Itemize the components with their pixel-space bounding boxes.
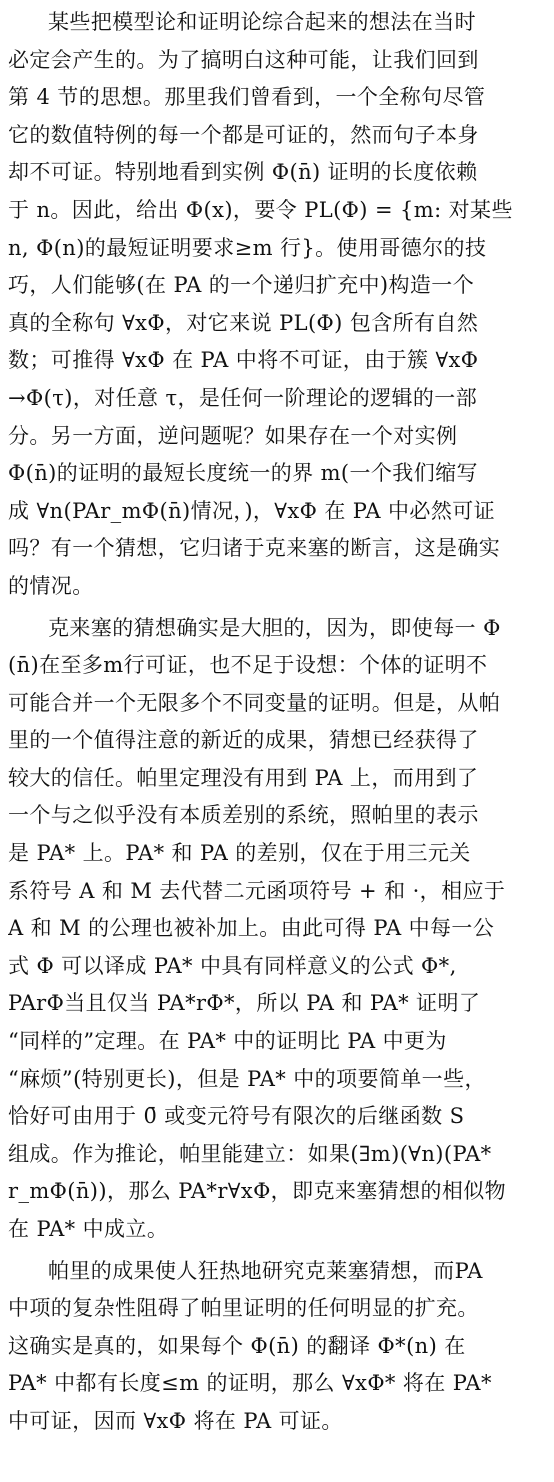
- paragraph: [8, 610, 548, 1249]
- text-line: PArΦ当且仅当 PA*rΦ*，所以 PA 和 PA* 证明了: [8, 991, 481, 1016]
- text-line: 中可证，因而 ∀xΦ 将在 PA 可证。: [8, 1408, 343, 1433]
- text-line: 较大的信任。帕里定理没有用到 PA 上，而用到了: [8, 765, 479, 790]
- text-line: 克来塞的猜想确实是大胆的，因为，即使每一 Φ: [48, 615, 501, 640]
- text-line: “麻烦”(特别更长)，但是 PA* 中的项要简单一些，: [8, 1066, 486, 1091]
- text-line: 可能合并一个无限多个不同变量的证明。但是，从帕: [8, 690, 501, 715]
- text-line: r_mΦ(n̄))，那么 PA*r∀xΦ，即克来塞猜想的相似物: [8, 1179, 507, 1204]
- text-line: 组成。作为推论，帕里能建立：如果(∃m)(∀n)(PA*: [8, 1141, 492, 1166]
- text-line: 数；可推得 ∀xΦ 在 PA 中将不可证，由于簇 ∀xΦ: [8, 348, 479, 373]
- paragraph: [8, 1253, 548, 1441]
- text-line: 它的数值特例的每一个都是可证的，然而句子本身: [8, 122, 479, 147]
- text-line: 真的全称句 ∀xΦ，对它来说 PL(Φ) 包含所有自然: [8, 310, 479, 335]
- text-line: 的情况。: [8, 573, 94, 598]
- text-line: 式 Φ 可以译成 PA* 中具有同样意义的公式 Φ*,: [8, 953, 457, 978]
- text-line: “同样的”定理。在 PA* 中的证明比 PA 中更为: [8, 1029, 447, 1054]
- text-line: 在 PA* 中成立。: [8, 1217, 169, 1241]
- text-line: 里的一个值得注意的新近的成果，猜想已经获得了: [8, 728, 479, 753]
- text-line: 系符号 A 和 M 去代替二元函项符号 + 和 ·，相应于: [8, 878, 506, 903]
- text-line: 恰好可由用于 0̄ 或变元符号有限次的后继函数 S: [8, 1104, 465, 1129]
- text-line: 分。另一方面，逆问题呢？如果存在一个对实例: [8, 423, 458, 448]
- text-line: 于 n。因此，给出 Φ(x)，要令 PL(Φ) = {m: 对某些: [8, 197, 513, 222]
- text-line: →Φ(τ)，对任意 τ，是任何一阶理论的逻辑的一部: [8, 385, 478, 410]
- text-line: 巧，人们能够(在 PA 的一个递归扩充中)构造一个: [8, 273, 475, 298]
- text-line: 第 4 节的思想。那里我们曾看到，一个全称句尽管: [8, 85, 486, 110]
- text-line: 是 PA* 上。PA* 和 PA 的差别，仅在于用三元关: [8, 841, 471, 866]
- text-line: A 和 M 的公理也被补加上。由此可得 PA 中每一公: [8, 916, 495, 941]
- text-line: 必定会产生的。为了搞明白这种可能，让我们回到: [8, 47, 479, 72]
- text-line: 帕里的成果使人狂热地研究克莱塞猜想，而PA: [48, 1258, 483, 1283]
- text-line: 吗？有一个猜想，它归诸于克来塞的断言，这是确实: [8, 536, 501, 561]
- text-line: 却不可证。特别地看到实例 Φ(n̄) 证明的长度依赖: [8, 160, 478, 185]
- text-line: 中项的复杂性阻碍了帕里证明的任何明显的扩充。: [8, 1296, 479, 1321]
- text-line: 某些把模型论和证明论综合起来的想法在当时: [48, 10, 476, 34]
- text-line: 成 ∀n(PAr_mΦ(n̄)情况，)，∀xΦ 在 PA 中必然可证: [8, 498, 496, 523]
- text-line: 这确实是真的，如果每个 Φ(n̄) 的翻译 Φ*(n) 在: [8, 1333, 466, 1358]
- text-line: Φ(n̄)的证明的最短长度统一的界 m(一个我们缩写: [8, 461, 478, 486]
- text-line: (n̄)在至多m行可证，也不足于设想：个体的证明不: [8, 653, 488, 678]
- paragraph: [8, 4, 548, 606]
- text-line: PA* 中都有长度≤m 的证明，那么 ∀xΦ* 将在 PA*: [8, 1371, 492, 1396]
- text-line: n, Φ(n)的最短证明要求≥m 行}。使用哥德尔的技: [8, 235, 487, 260]
- text-line: 一个与之似乎没有本质差别的系统，照帕里的表示: [8, 803, 479, 828]
